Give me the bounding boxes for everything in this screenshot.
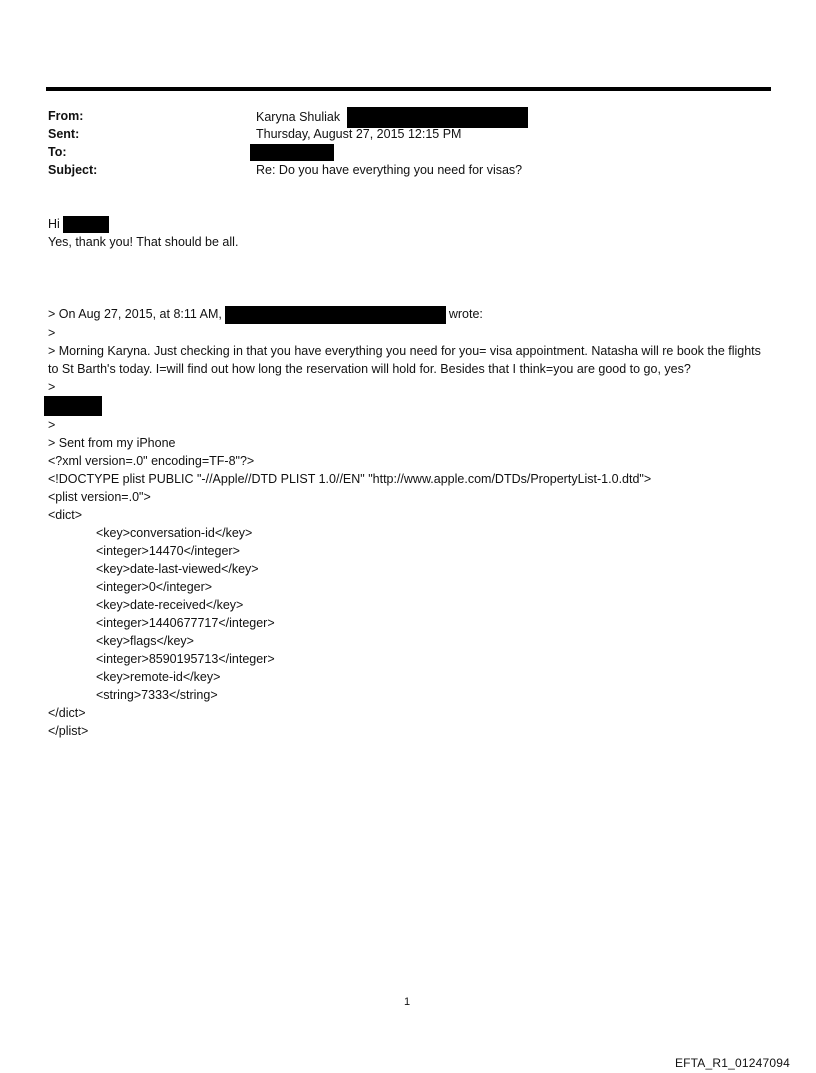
from-row <box>48 107 768 125</box>
plist-entry: <integer>0</integer> <box>96 579 213 594</box>
plist-entry: <integer>8590195713</integer> <box>96 651 275 666</box>
document-id: EFTA_R1_01247094 <box>674 1056 790 1070</box>
quoted-message <box>48 305 770 740</box>
sent-row <box>48 125 768 143</box>
from-label: From: <box>48 109 84 123</box>
plist-entry: <string>7333</string> <box>96 687 218 702</box>
dict-open: <dict> <box>48 507 83 522</box>
dict-close: </dict> <box>48 705 86 720</box>
plist-entry: <integer>14470</integer> <box>96 543 240 558</box>
redacted-signature <box>48 396 770 416</box>
email-header <box>48 107 768 179</box>
sent-label: Sent: <box>48 127 80 141</box>
redaction-box <box>250 144 334 161</box>
plist-entry: <key>remote-id</key> <box>96 669 221 684</box>
quote-body: > Morning Karyna. Just checking in that you have everything you need for you= visa appointment. Natasha will re book the flights to St Barth's today. I=will find out how long the reservation will hold for. Besides that I think=you are good to go, yes? <box>48 343 761 376</box>
plist-entry: <integer>1440677717</integer> <box>96 615 275 630</box>
sent-from-line: > Sent from my iPhone <box>48 435 176 450</box>
greeting: Hi <box>48 217 60 231</box>
header-rule <box>46 87 771 91</box>
redaction-box <box>44 396 102 416</box>
plist-open: <plist version=.0"> <box>48 489 151 504</box>
plist-entry: <key>flags</key> <box>96 633 194 648</box>
redaction-box <box>225 306 446 324</box>
sent-value: Thursday, August 27, 2015 12:15 PM <box>256 127 462 141</box>
quote-intro-after: wrote: <box>448 307 483 321</box>
subject-row <box>48 161 768 179</box>
to-row <box>48 143 768 161</box>
quote-intro <box>48 305 770 324</box>
quote-blank: > <box>48 325 56 340</box>
plist-close: </plist> <box>48 723 89 738</box>
quote-blank-3: > <box>48 417 56 432</box>
subject-value: Re: Do you have everything you need for visas? <box>256 163 523 177</box>
to-label: To: <box>48 145 67 159</box>
plist-entry: <key>conversation-id</key> <box>96 525 253 540</box>
to-value <box>256 143 334 161</box>
plist-xml-decl: <?xml version=.0" encoding=TF-8"?> <box>48 453 255 468</box>
plist-doctype: <!DOCTYPE plist PUBLIC "-//Apple//DTD PLIST 1.0//EN" "http://www.apple.com/DTDs/PropertyList-1.0.dtd"> <box>48 471 652 486</box>
quote-blank-2: > <box>48 379 56 394</box>
greeting-line <box>48 215 770 233</box>
page-number: 1 <box>404 996 411 1008</box>
quote-intro-before: > On Aug 27, 2015, at 8:11 AM, <box>48 307 222 321</box>
plist-entry: <key>date-received</key> <box>96 597 244 612</box>
reply-body <box>48 215 770 251</box>
from-name: Karyna Shuliak <box>256 109 341 124</box>
reply-line: Yes, thank you! That should be all. <box>48 235 239 250</box>
subject-label: Subject: <box>48 163 98 177</box>
plist-entry: <key>date-last-viewed</key> <box>96 561 259 576</box>
redaction-box <box>63 216 109 233</box>
